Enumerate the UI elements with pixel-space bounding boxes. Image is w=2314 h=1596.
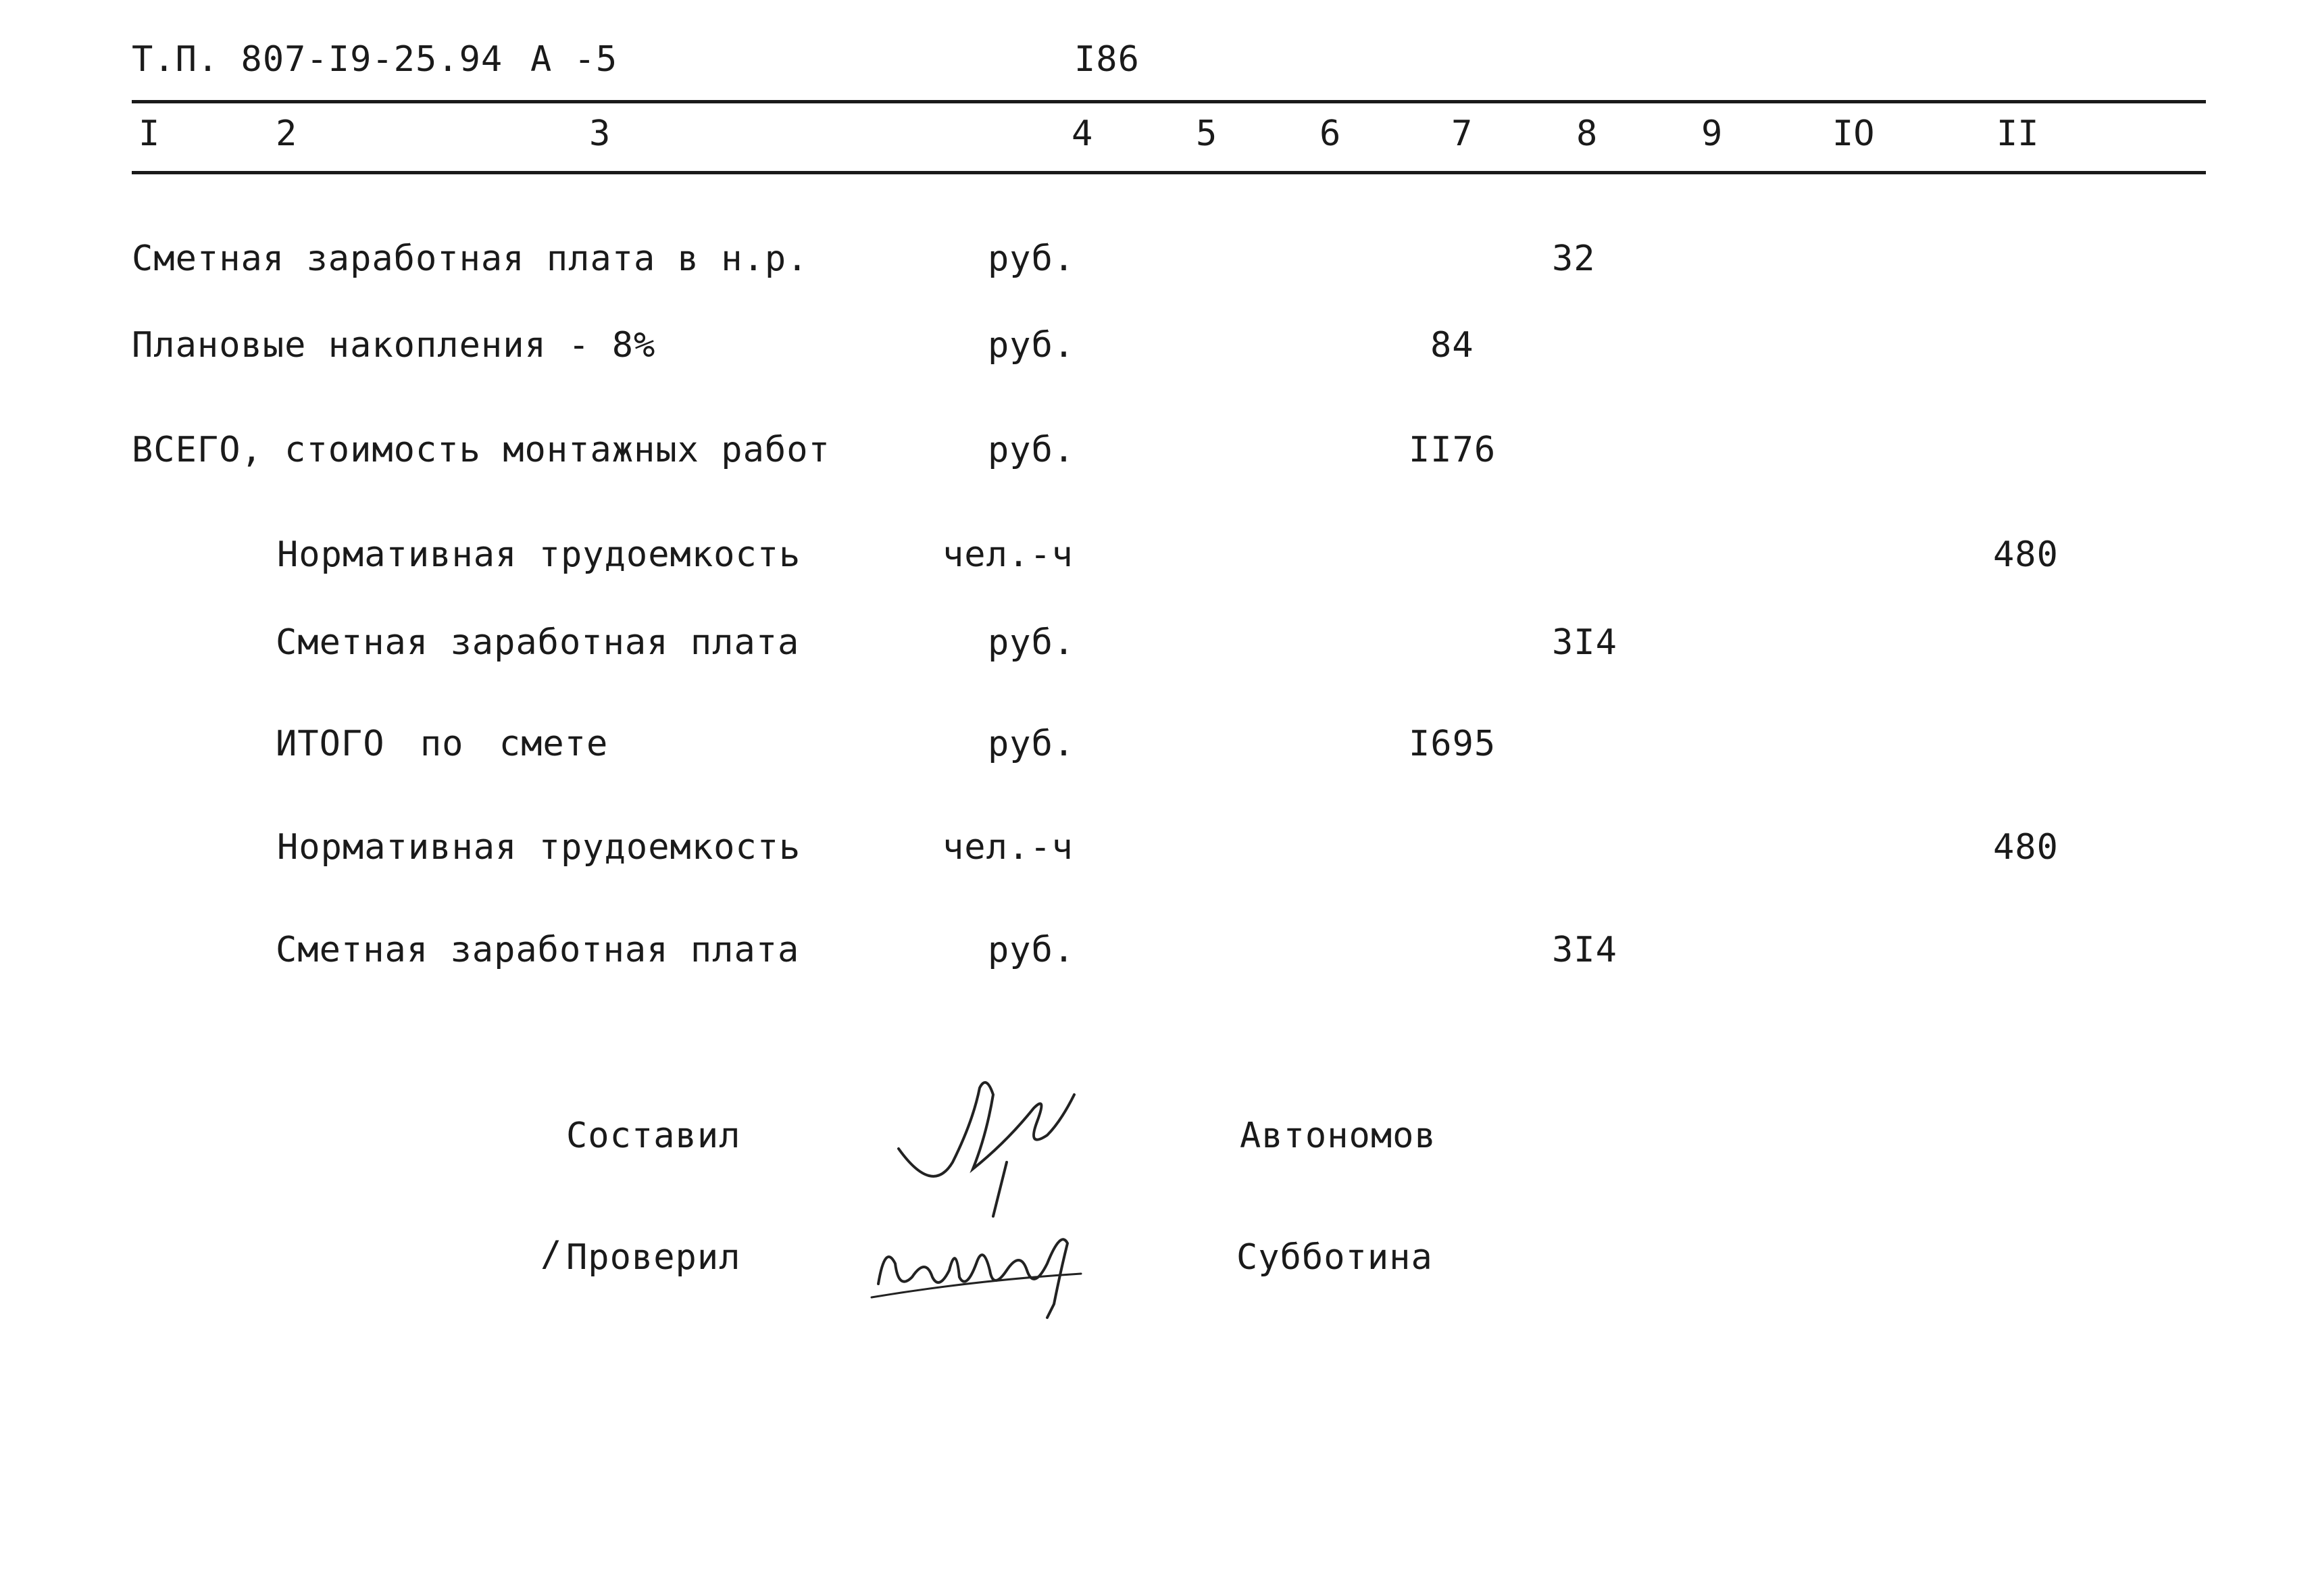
row-value-col11: 480	[1993, 534, 2059, 575]
checked-by-label: Проверил	[566, 1237, 741, 1278]
column-number: 7	[1451, 114, 1473, 154]
row-unit: руб.	[988, 430, 1076, 470]
row-label: Сметная заработная плата	[276, 930, 800, 970]
row-value-col8: 3I4	[1552, 622, 1617, 663]
column-number: 3	[589, 114, 611, 154]
checker-signature	[865, 1216, 1095, 1327]
row-value-col8: 3I4	[1552, 930, 1617, 970]
row-unit: руб.	[988, 724, 1076, 764]
row-unit: чел.-ч	[942, 827, 1074, 868]
row-value-col7: 84	[1430, 325, 1474, 366]
column-number: I	[139, 114, 160, 154]
page-number: I86	[1074, 39, 1140, 80]
column-number: 2	[276, 114, 297, 154]
column-number: 8	[1576, 114, 1598, 154]
row-unit: чел.-ч	[942, 534, 1074, 575]
row-label: ВСЕГО, стоимость монтажных работ	[132, 430, 830, 470]
compiler-name: Автономов	[1240, 1116, 1436, 1156]
row-value-col11: 480	[1993, 827, 2059, 868]
column-number: IO	[1832, 114, 1875, 154]
row-unit: руб.	[988, 930, 1076, 970]
header-top-rule	[132, 100, 2206, 103]
row-value-col8: 32	[1552, 239, 1596, 279]
row-label: Сметная заработная плата в н.р.	[132, 239, 809, 279]
compiler-signature	[892, 1068, 1095, 1232]
checker-name: Субботина	[1236, 1237, 1433, 1278]
row-label: ИТОГО по смете	[276, 724, 609, 764]
row-value-col7: II76	[1409, 430, 1496, 470]
column-number: 4	[1072, 114, 1093, 154]
compiled-by-label: Составил	[566, 1116, 741, 1156]
album-code: А -5	[530, 39, 618, 80]
column-number: 6	[1319, 114, 1341, 154]
row-label: Нормативная трудоемкость	[277, 827, 801, 868]
row-unit: руб.	[988, 622, 1076, 663]
row-unit: руб.	[988, 239, 1076, 279]
checked-slash: /	[540, 1234, 563, 1274]
row-unit: руб.	[988, 325, 1076, 366]
column-number: II	[1996, 114, 2039, 154]
row-label: Плановые накопления - 8%	[132, 325, 656, 366]
row-label: Сметная заработная плата	[276, 622, 800, 663]
doc-code: Т.П. 807-I9-25.94	[132, 39, 503, 80]
column-number: 5	[1196, 114, 1217, 154]
column-number: 9	[1701, 114, 1723, 154]
row-label: Нормативная трудоемкость	[277, 534, 801, 575]
row-value-col7: I695	[1409, 724, 1496, 764]
header-bottom-rule	[132, 171, 2206, 174]
